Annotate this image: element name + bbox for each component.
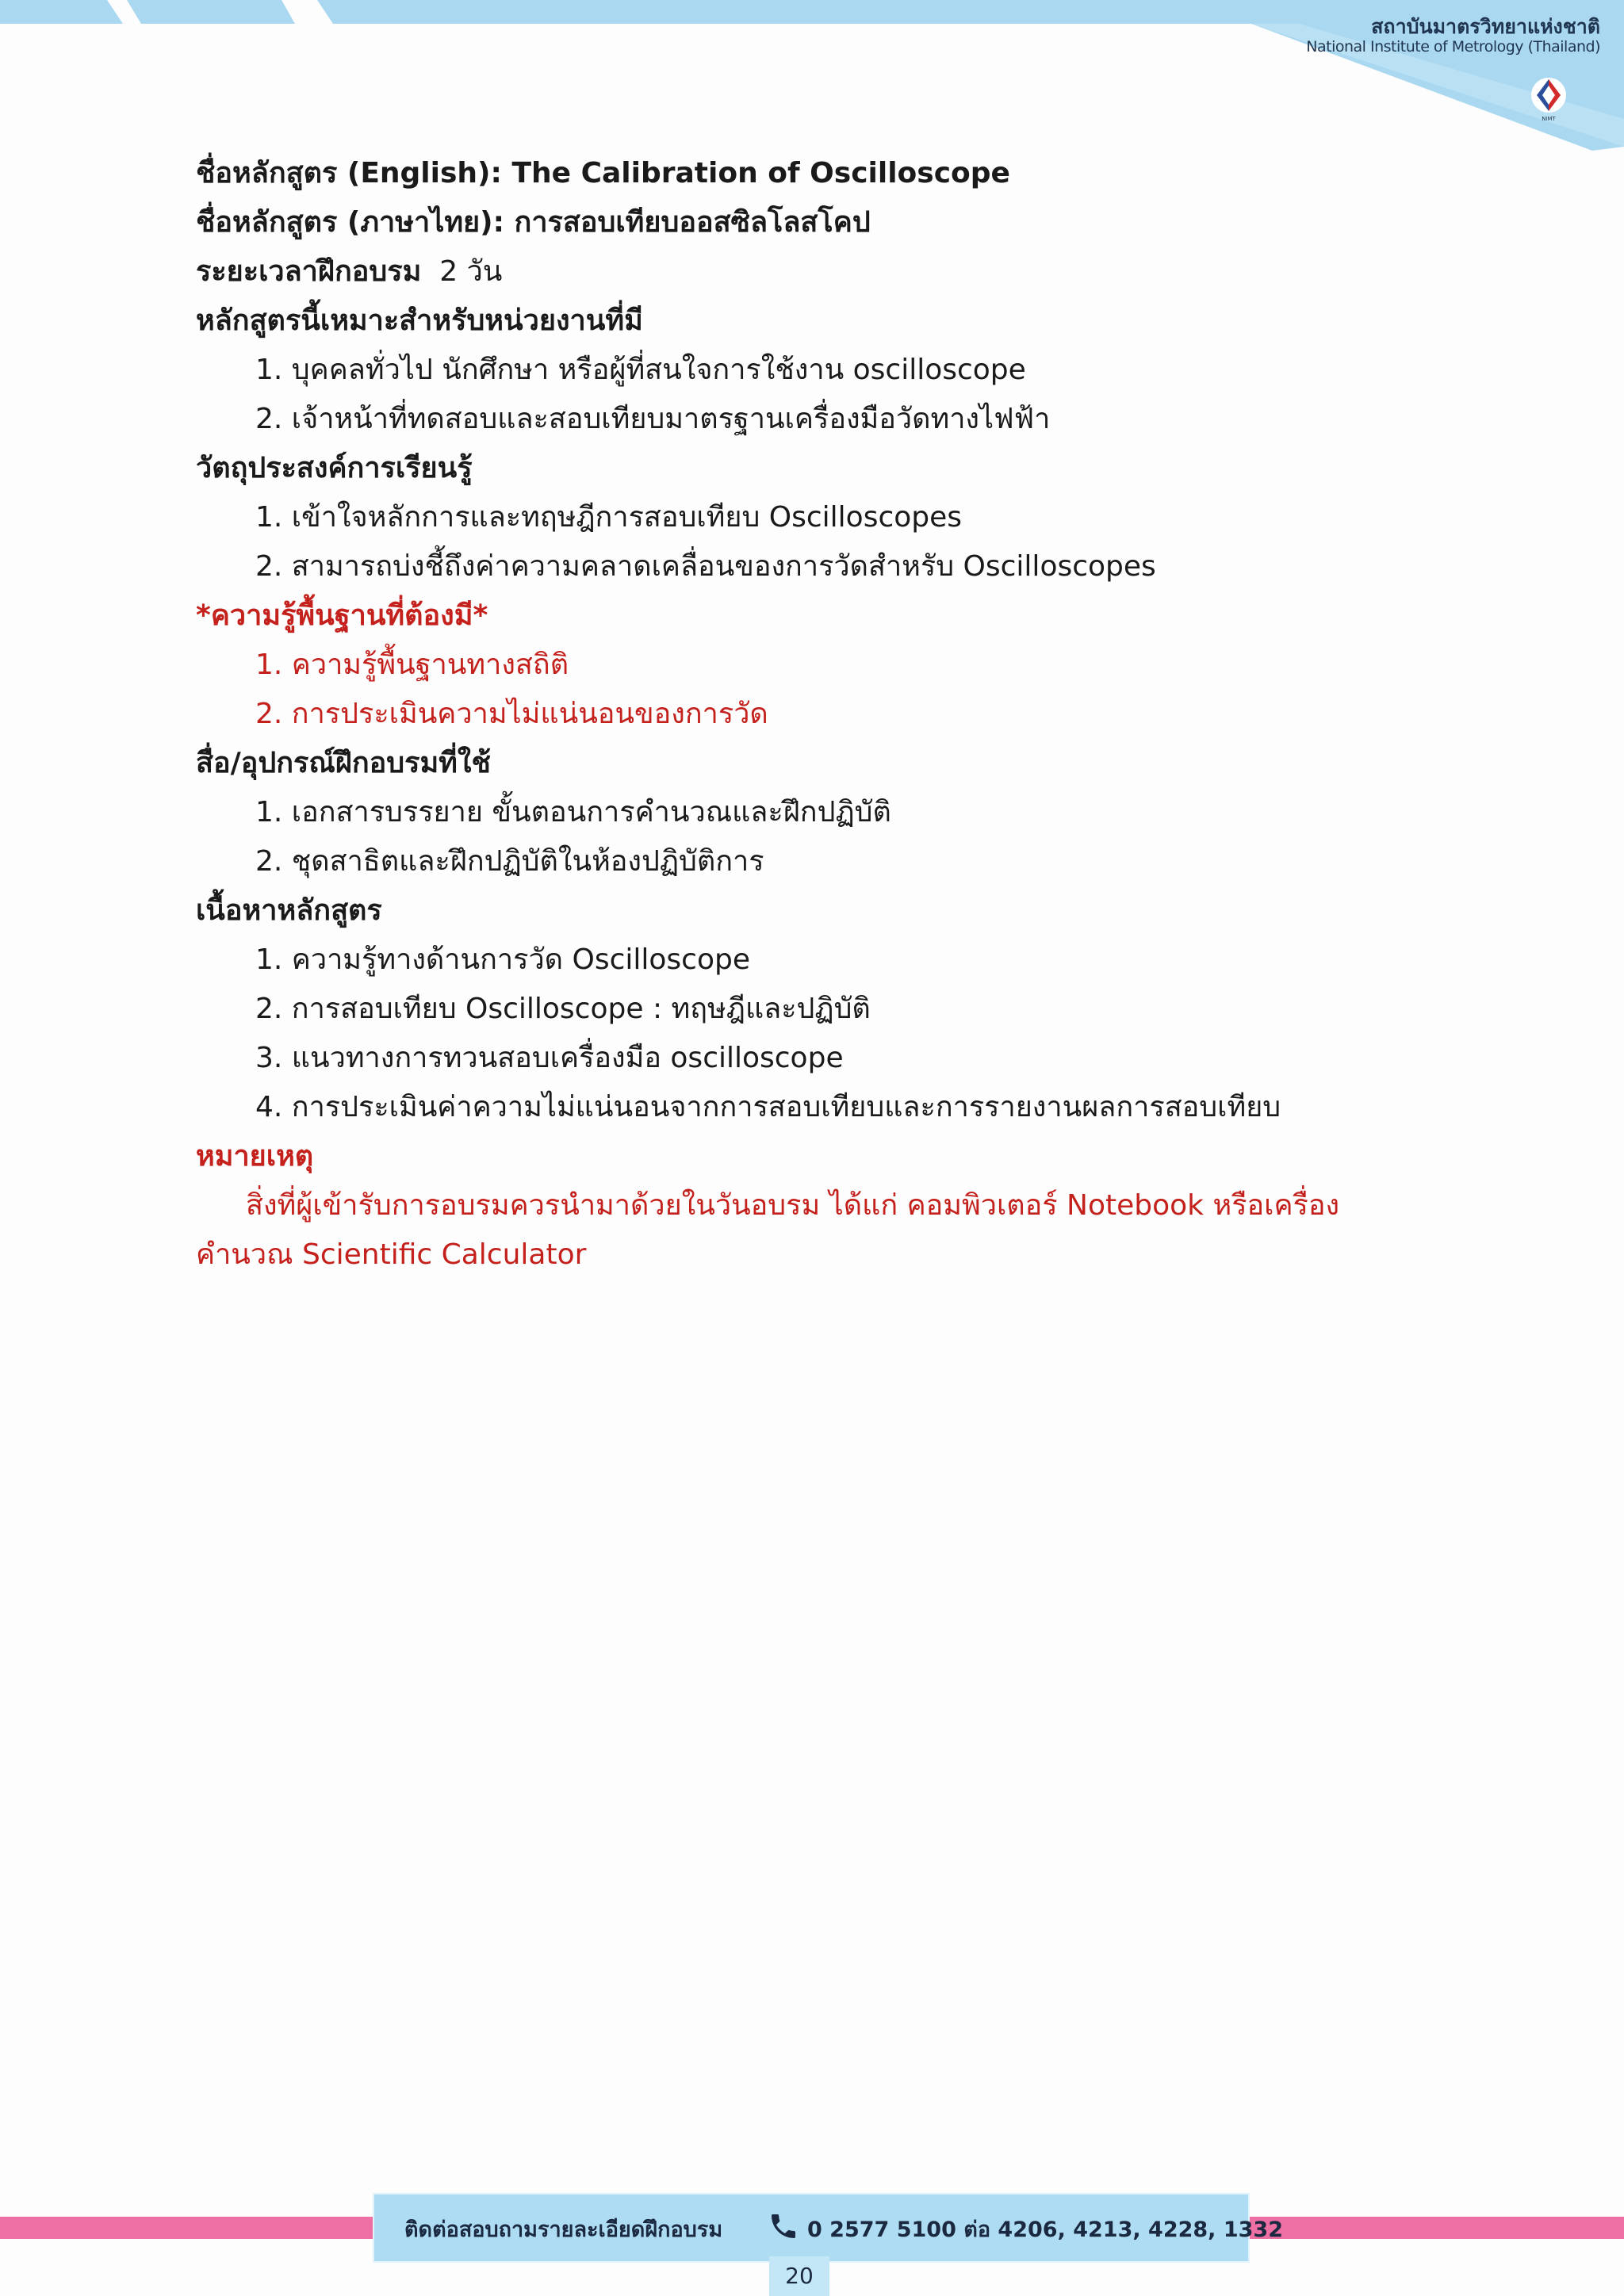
objectives-heading: วัตถุประสงค์การเรียนรู้ (196, 452, 473, 484)
list-item: 1. ความรู้พื้นฐานทางสถิติ (255, 649, 569, 681)
footer-phone-number: 0 2577 5100 ต่อ 4206, 4213, 4228, 1332 (807, 2218, 1283, 2242)
footer-contact-label: ติดต่อสอบถามรายละเอียดฝึกอบรม (404, 2218, 723, 2242)
nimt-logo-icon (1529, 65, 1568, 122)
list-item: 2. เจ้าหน้าที่ทดสอบและสอบเทียบมาตรฐานเครื่องมือวัดทางไฟฟ้า (255, 403, 1051, 435)
org-name-thai: สถาบันมาตรวิทยาแห่งชาติ (1371, 15, 1600, 38)
course-name-en: The Calibration of Oscilloscope (511, 157, 1010, 189)
list-item: 4. การประเมินค่าความไม่แน่นอนจากการสอบเทียบและการรายงานผลการสอบเทียบ (255, 1091, 1281, 1123)
course-name-th-row (196, 198, 1465, 247)
course-content (196, 149, 1465, 1280)
list-item: 1. เอกสารบรรยาย ขั้นตอนการคำนวณและฝึกปฏิบัติ (255, 796, 891, 828)
duration-row (196, 247, 1465, 297)
list-item: 1. ความรู้ทางด้านการวัด Oscilloscope (255, 943, 750, 976)
note-heading: หมายเหตุ (196, 1140, 314, 1173)
prerequisite-heading: *ความรู้พื้นฐานที่ต้องมี* (196, 599, 488, 632)
list-item: 1. บุคคลทั่วไป นักศึกษา หรือผู้ที่สนใจการใช้งาน oscilloscope (255, 354, 1026, 386)
list-item: 3. แนวทางการทวนสอบเครื่องมือ oscilloscope (255, 1042, 844, 1074)
course-name-en-row (196, 149, 1465, 198)
page-number: 20 (785, 2263, 814, 2289)
list-item: 1. เข้าใจหลักการและทฤษฎีการสอบเทียบ Oscilloscopes (255, 501, 963, 534)
phone-icon (768, 2210, 799, 2242)
org-name-english: National Institute of Metrology (Thailand) (1306, 38, 1600, 55)
list-item: 2. การประเมินความไม่แน่นอนของการวัด (255, 698, 768, 730)
list-item: 2. ชุดสาธิตและฝึกปฏิบัติในห้องปฏิบัติการ (255, 845, 764, 878)
note-text: สิ่งที่ผู้เข้ารับการอบรมควรนำมาด้วยในวันอบรม ได้แก่ คอมพิวเตอร์ Notebook หรือเครื่องคำนวณ Scientific Calculator (196, 1189, 1340, 1271)
duration-value: 2 วัน (439, 255, 503, 288)
list-item: 2. การสอบเทียบ Oscilloscope : ทฤษฎีและปฏิบัติ (255, 993, 871, 1025)
target-heading: หลักสูตรนี้เหมาะสำหรับหน่วยงานที่มี (196, 304, 643, 337)
list-item: 2. สามารถบ่งชี้ถึงค่าความคลาดเคลื่อนของการวัดสำหรับ Oscilloscopes (255, 550, 1156, 583)
course-name-th: การสอบเทียบออสซิลโลสโคป (514, 206, 871, 239)
course-name-th-label: ชื่อหลักสูตร (ภาษาไทย): (196, 206, 504, 239)
materials-heading: สื่อ/อุปกรณ์ฝึกอบรมที่ใช้ (196, 747, 491, 779)
logo-text: NIMT (1542, 116, 1556, 122)
duration-label: ระยะเวลาฝึกอบรม (196, 255, 422, 288)
course-name-en-label: ชื่อหลักสูตร (English): (196, 157, 502, 189)
content-heading: เนื้อหาหลักสูตร (196, 894, 382, 927)
